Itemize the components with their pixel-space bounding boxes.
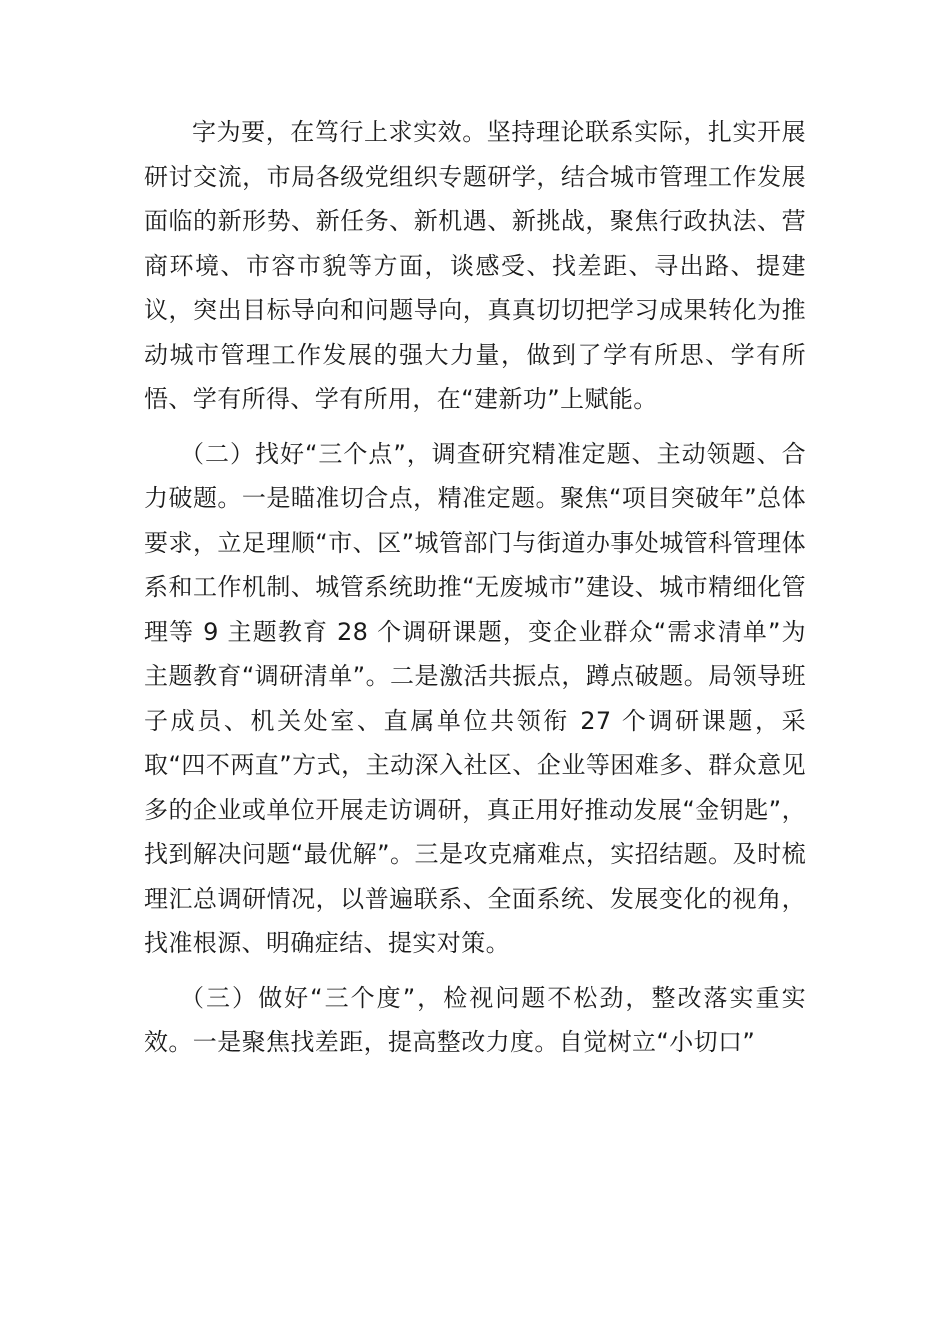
- paragraph-study-results: 字为要，在笃行上求实效。坚持理论联系实际，扎实开展研讨交流，市局各级党组织专题研学，结合城市管理工作发展面临的新形势、新任务、新机遇、新挑战，聚焦行政执法、营商环境、市容市貌等方面，谈感受、找差距、寻出路、提建议，突出目标导向和问题导向，真真切切把学习成果转化为推动城市管理工作发展的强大力量，做到了学有所思、学有所悟、学有所得、学有所用，在“建新功”上赋能。: [144, 118, 806, 413]
- document-body: [144, 110, 806, 1065]
- paragraph-rectification-three-degrees: （三）做好“三个度”，检视问题不松劲，整改落实重实效。一是聚焦找差距，提高整改力度。自觉树立“小切口”: [144, 983, 806, 1056]
- paragraph-research-three-points: （二）找好“三个点”，调查研究精准定题、主动领题、合力破题。一是瞄准切合点，精准定题。聚焦“项目突破年”总体要求，立足理顺“市、区”城管部门与街道办事处城管科管理体系和工作机制、城管系统助推“无废城市”建设、城市精细化管理等 9 主题教育 28 个调研课题，变企业群众“需求清单”为主题教育“调研清单”。二是激活共振点，蹲点破题。局领导班子成员、机关处室、直属单位共领衔 27 个调研课题，采取“四不两直”方式，主动深入社区、企业等困难多、群众意见多的企业或单位开展走访调研，真正用好推动发展“金钥匙”，找到解决问题“最优解”。三是攻克痛难点，实招结题。及时梳理汇总调研情况，以普遍联系、全面系统、发展变化的视角，找准根源、明确症结、提实对策。: [144, 439, 806, 957]
